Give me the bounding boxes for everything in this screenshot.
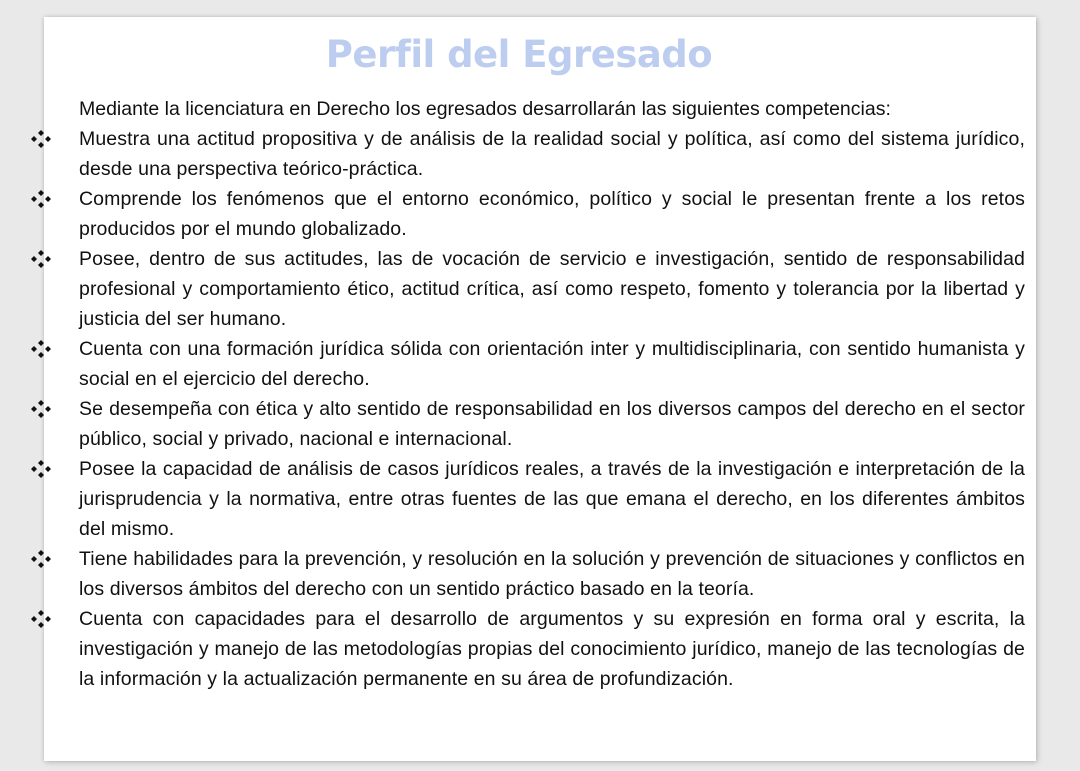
list-item (0, 124, 1080, 184)
list-item-text: Posee, dentro de sus actitudes, las de vocación de servicio e investigación, sentido de responsabilidad profesional y comportamiento ético, actitud crítica, así como respeto, fomento y tolerancia por la libertad y justicia del ser humano. (79, 248, 1025, 330)
list-item (0, 184, 1080, 244)
four-diamond-bullet-icon (31, 460, 51, 478)
list-item (0, 454, 1080, 544)
list-item-text: Comprende los fenómenos que el entorno económico, político y social le presentan frente a los retos producidos por el mundo globalizado. (79, 188, 1025, 240)
four-diamond-bullet-icon (31, 400, 51, 418)
four-diamond-bullet-icon (31, 610, 51, 628)
four-diamond-bullet-icon (31, 250, 51, 268)
competencies-list (0, 124, 1080, 694)
list-item (0, 604, 1080, 694)
list-item-text: Posee la capacidad de análisis de casos jurídicos reales, a través de la investigación e interpretación de la jurisprudencia y la normativa, entre otras fuentes de las que emana el derecho, en los diferentes ámbitos del mismo. (79, 458, 1025, 540)
four-diamond-bullet-icon (31, 340, 51, 358)
list-item (0, 544, 1080, 604)
four-diamond-bullet-icon (31, 130, 51, 148)
list-item (0, 244, 1080, 334)
list-item-text: Cuenta con una formación jurídica sólida con orientación inter y multidisciplinaria, con sentido humanista y social en el ejercicio del derecho. (79, 338, 1025, 390)
four-diamond-bullet-icon (31, 190, 51, 208)
list-item-text: Muestra una actitud propositiva y de análisis de la realidad social y política, así como del sistema jurídico, desde una perspectiva teórico-práctica. (79, 128, 1025, 180)
list-item-text: Se desempeña con ética y alto sentido de responsabilidad en los diversos campos del derecho en el sector público, social y privado, nacional e internacional. (79, 398, 1025, 450)
list-item (0, 394, 1080, 454)
four-diamond-bullet-icon (31, 550, 51, 568)
list-item (0, 334, 1080, 394)
intro-paragraph: Mediante la licenciatura en Derecho los egresados desarrollarán las siguientes competencias: (79, 98, 891, 120)
page-title: Perfil del Egresado (325, 33, 713, 76)
list-item-text: Cuenta con capacidades para el desarrollo de argumentos y su expresión en forma oral y escrita, la investigación y manejo de las metodologías propias del conocimiento jurídico, manejo de las tecnologías de la información y la actualización permanente en su área de profundización. (79, 608, 1025, 690)
list-item-text: Tiene habilidades para la prevención, y resolución en la solución y prevención de situaciones y conflictos en los diversos ámbitos del derecho con un sentido práctico basado en la teoría. (79, 548, 1025, 600)
